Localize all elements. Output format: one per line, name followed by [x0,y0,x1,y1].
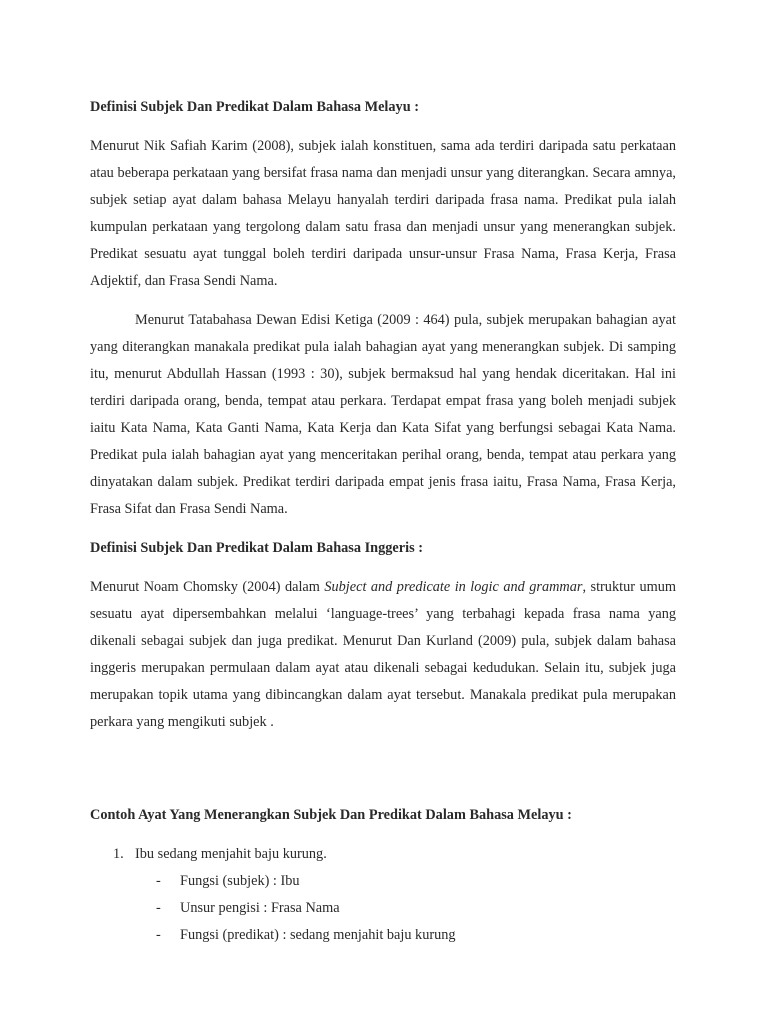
list-number: 1. [113,846,124,862]
example-list [90,841,676,949]
detail-text: Fungsi (subjek) : Ibu [180,873,300,889]
section2-paragraph-rest: , struktur umum sesuatu ayat dipersembahkan melalui ‘language-trees’ yang terbahagi kepada frasa nama yang dikenali sebagai subjek dan juga predikat. Menurut Dan Kurland (2009) pula, subjek dalam bahasa inggeris merupakan permulaan dalam ayat atau dikenali sebagai kedudukan. Selain itu, subjek juga merupakan topik utama yang dibincangkan dalam ayat tersebut. Manakala predikat pula merupakan perkara yang mengikuti subjek . [90,579,676,730]
detail-item [156,868,676,895]
detail-text: Unsur pengisi : Frasa Nama [180,900,340,916]
detail-text: Fungsi (predikat) : sedang menjahit baju kurung [180,927,456,943]
detail-item [156,895,676,922]
section1-paragraph-1: Menurut Nik Safiah Karim (2008), subjek ialah konstituen, sama ada terdiri daripada satu perkataan atau beberapa perkataan yang bersifat frasa nama dan menjadi unsur yang diterangkan. Secara amnya, subjek setiap ayat dalam bahasa Melayu hanyalah terdiri daripada frasa nama. Predikat pula ialah kumpulan perkataan yang tergolong dalam satu frasa dan menjadi unsur yang menerangkan subjek. Predikat sesuatu ayat tunggal boleh terdiri daripada unsur-unsur Frasa Nama, Frasa Kerja, Frasa Adjektif, dan Frasa Sendi Nama. [90,138,676,289]
section2-heading: Definisi Subjek Dan Predikat Dalam Bahasa Inggeris : [90,540,423,556]
section2-paragraph-start: Menurut Noam Chomsky (2004) dalam [90,579,325,595]
section1-paragraph-2: Menurut Tatabahasa Dewan Edisi Ketiga (2009 : 464) pula, subjek merupakan bahagian ayat yang diterangkan manakala predikat pula ialah bahagian ayat yang menerangkan subjek. Di samping itu, menurut Abdullah Hassan (1993 : 30), subjek bermaksud hal yang hendak diceritakan. Hal ini terdiri daripada orang, benda, tempat atau perkara. Terdapat empat frasa yang boleh menjadi subjek iaitu Kata Nama, Kata Ganti Nama, Kata Kerja dan Kata Sifat yang berfungsi sebagai Kata Nama. Predikat pula ialah bahagian ayat yang menceritakan perihal orang, benda, tempat atau perkara yang dinyatakan dalam subjek. Predikat terdiri daripada empat jenis frasa iaitu, Frasa Nama, Frasa Kerja, Frasa Sifat dan Frasa Sendi Nama. [90,312,676,517]
dash-bullet: - [156,900,161,916]
detail-item [156,922,676,949]
section2-paragraph [90,574,676,736]
example-sentence: Ibu sedang menjahit baju kurung. [135,846,327,862]
section3-heading: Contoh Ayat Yang Menerangkan Subjek Dan Predikat Dalam Bahasa Melayu : [90,807,572,823]
dash-bullet: - [156,927,161,943]
book-title-italic: Subject and predicate in logic and grammar [324,579,583,595]
section1-heading: Definisi Subjek Dan Predikat Dalam Bahasa Melayu : [90,99,419,115]
document-content [90,94,676,949]
dash-bullet: - [156,873,161,889]
list-item [90,841,676,868]
